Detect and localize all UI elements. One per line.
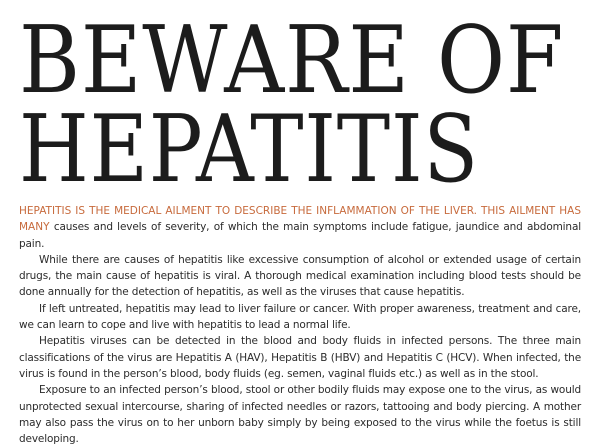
lead-text: HEPATITIS IS THE MEDICAL AILMENT TO DESCRIBE THE INFLAMMATION OF THE LIVER. THIS AILMENT HAS MANY	[19, 205, 581, 234]
headline-line-1: BEWARE OF	[19, 5, 565, 115]
article-paragraph-5: Exposure to an infected person’s blood, stool or other bodily fluids may expose one to the virus, as would unprotected sexual intercourse, sharing of infected needles or razors, tattooing and body piercing. A mother may also pass the virus on to her unborn baby simply by being exposed to the virus while the foetus is still developing.	[19, 384, 581, 446]
headline-line-2: HEPATITIS	[19, 94, 479, 204]
article-paragraph-4: Hepatitis viruses can be detected in the blood and body fluids in infected persons. The three main classifications of the virus are Hepatitis A (HAV), Hepatitis B (HBV) and Hepatitis C (HCV). When infected, the virus is found in the person’s blood, body fluids (eg. semen, vaginal fluids etc.) as well as in the stool.	[19, 335, 581, 380]
paragraph-1-rest: causes and levels of severity, of which the main symptoms include fatigue, jaundice and abdominal pain.	[19, 221, 581, 250]
article-paragraph-3: If left untreated, hepatitis may lead to liver failure or cancer. With proper awareness, treatment and care, we can learn to cope and live with hepatitis to lead a normal life.	[19, 302, 581, 332]
article-paragraph-1	[19, 203, 581, 252]
article-body	[19, 203, 581, 447]
article-paragraph-2: While there are causes of hepatitis like excessive consumption of alcohol or extended usage of certain drugs, the main cause of hepatitis is viral. A thorough medical examination including blood tests should be done annually for the detection of hepatitis, as well as the viruses that cause hepatitis.	[19, 253, 581, 299]
